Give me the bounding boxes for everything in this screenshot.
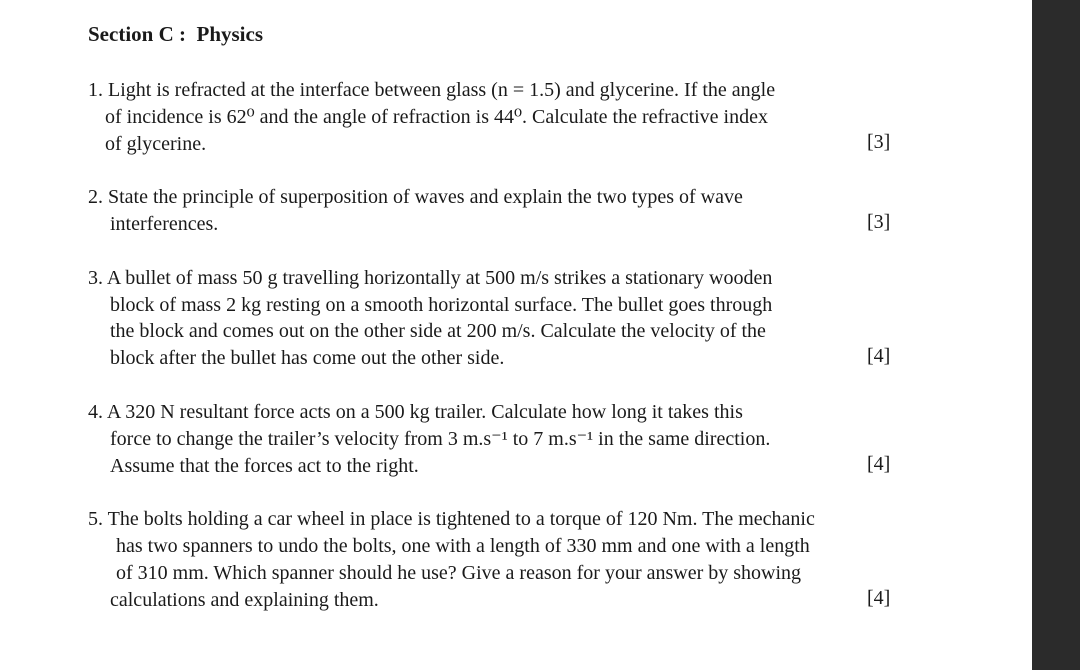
question-3-marks: [4] <box>867 345 891 367</box>
question-1-line-1: 1. Light is refracted at the interface between glass (n = 1.5) and glycerine. If the angle <box>88 79 776 101</box>
question-5-line-3: of 310 mm. Which spanner should he use? Give a reason for your answer by showing <box>116 562 802 584</box>
question-3-line-1: 3. A bullet of mass 50 g travelling horizontally at 500 m/s strikes a stationary wooden <box>88 267 773 289</box>
question-1-line-3: of glycerine. <box>105 133 207 155</box>
question-5-marks: [4] <box>867 587 891 609</box>
question-5-line-4: calculations and explaining them. <box>110 589 379 611</box>
question-4-line-3: Assume that the forces act to the right. <box>110 455 419 477</box>
question-4-line-1: 4. A 320 N resultant force acts on a 500 kg trailer. Calculate how long it takes this <box>88 401 743 423</box>
question-4-line-2: force to change the trailer’s velocity from 3 m.s⁻¹ to 7 m.s⁻¹ in the same direction. <box>110 428 771 450</box>
question-3-line-2: block of mass 2 kg resting on a smooth horizontal surface. The bullet goes through <box>110 294 773 316</box>
question-2-marks: [3] <box>867 211 891 233</box>
section-title: Section C : Physics <box>88 22 263 46</box>
question-5-line-2: has two spanners to undo the bolts, one with a length of 330 mm and one with a length <box>116 535 810 557</box>
question-5-line-1: 5. The bolts holding a car wheel in place is tightened to a torque of 120 Nm. The mechanic <box>88 508 815 530</box>
question-3-line-3: the block and comes out on the other side at 200 m/s. Calculate the velocity of the <box>110 320 766 342</box>
question-1-line-2: of incidence is 62⁰ and the angle of refraction is 44⁰. Calculate the refractive index <box>105 106 768 128</box>
question-2-line-1: 2. State the principle of superposition of waves and explain the two types of wave <box>88 186 743 208</box>
question-3-line-4: block after the bullet has come out the other side. <box>110 347 505 369</box>
viewer-side-panel <box>1032 0 1080 670</box>
question-4-marks: [4] <box>867 453 891 475</box>
question-1-marks: [3] <box>867 131 891 153</box>
question-2-line-2: interferences. <box>110 213 219 235</box>
